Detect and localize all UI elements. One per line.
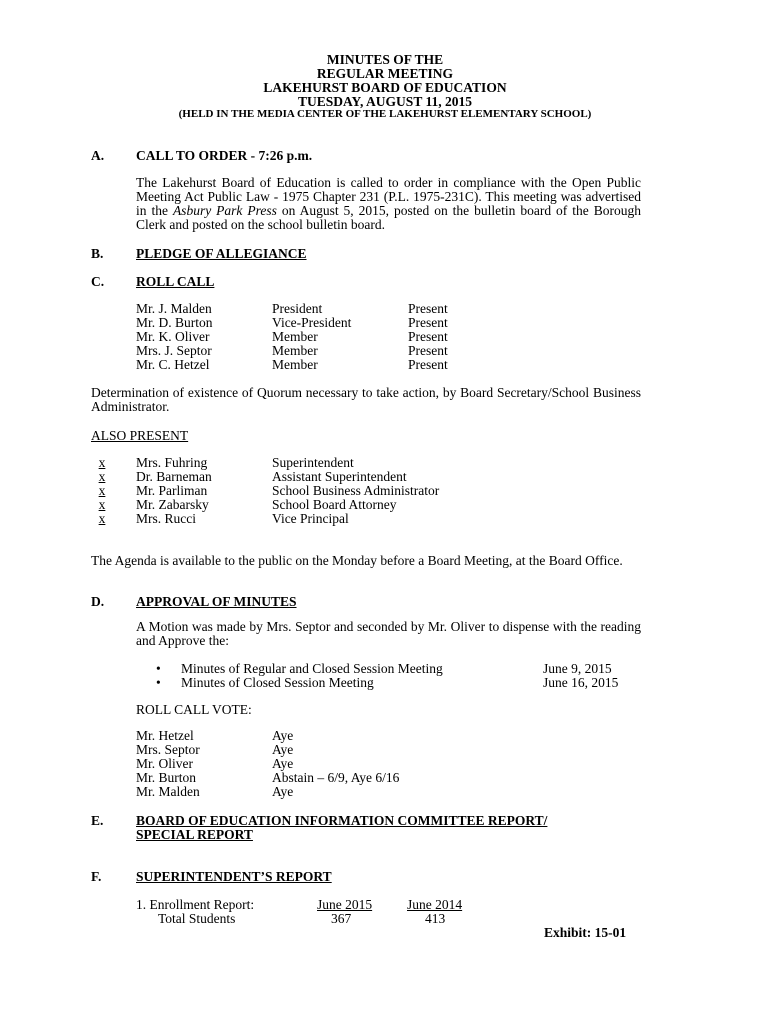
attendee-name: Mr. Parliman	[136, 483, 208, 498]
roll-status: Present	[408, 357, 448, 372]
vote-row	[136, 785, 436, 799]
roll-row	[136, 316, 466, 330]
vote-row	[136, 729, 436, 743]
roll-role: President	[272, 301, 323, 316]
total-students-2014: 413	[425, 911, 446, 926]
voter-name: Mr. Burton	[136, 770, 197, 785]
title-line-4: TUESDAY, AUGUST 11, 2015	[298, 94, 472, 109]
vote-row	[136, 757, 436, 771]
roll-row	[136, 302, 466, 316]
roll-status: Present	[408, 301, 448, 316]
voter-name: Mr. Hetzel	[136, 728, 194, 743]
call-to-order-paragraph: The Lakehurst Board of Education is called to order in compliance with the Open Public Meeting Act Public Law - 1975 Chapter 231 (P.L. 1975-231C). This meeting was advertised in the Asbury Park Press on August 5, 2015, posted on the bulletin board of the Borough Clerk and posted on the school bulletin board.	[136, 175, 641, 232]
quorum-paragraph: Determination of existence of Quorum necessary to take action, by Board Secretary/School Business Administrator.	[91, 385, 641, 414]
roll-name: Mr. D. Burton	[136, 315, 213, 330]
attendance-mark: x	[98, 455, 106, 470]
attendee-name: Dr. Barneman	[136, 469, 212, 484]
roll-role: Member	[272, 329, 318, 344]
attendance-mark: x	[98, 497, 106, 512]
section-f-title: SUPERINTENDENT’S REPORT	[136, 869, 332, 884]
attendee-role: School Business Administrator	[272, 483, 440, 498]
roll-call-table	[136, 302, 466, 372]
vote-value: Aye	[272, 756, 294, 771]
section-a-letter: A.	[91, 148, 105, 163]
also-present-row	[91, 470, 491, 484]
attendance-mark: x	[98, 483, 106, 498]
section-e-title-line-1: BOARD OF EDUCATION INFORMATION COMMITTEE REPORT/	[136, 813, 548, 828]
voter-name: Mr. Malden	[136, 784, 200, 799]
also-present-row	[91, 498, 491, 512]
roll-call-vote-label: ROLL CALL VOTE:	[136, 702, 252, 717]
attendee-role: Assistant Superintendent	[272, 469, 407, 484]
vote-row	[136, 771, 436, 785]
enrollment-col-2014: June 2014	[407, 897, 463, 912]
roll-name: Mr. C. Hetzel	[136, 357, 210, 372]
also-present-row	[91, 484, 491, 498]
section-c-title: ROLL CALL	[136, 274, 215, 289]
roll-name: Mrs. J. Septor	[136, 343, 212, 358]
attendee-role: Vice Principal	[272, 511, 349, 526]
attendee-role: School Board Attorney	[272, 497, 397, 512]
list-item	[156, 676, 636, 690]
title-line-2: REGULAR MEETING	[316, 66, 454, 81]
attendee-name: Mrs. Rucci	[136, 511, 196, 526]
roll-status: Present	[408, 315, 448, 330]
minutes-item-date: June 16, 2015	[543, 675, 619, 690]
section-b-title: PLEDGE OF ALLEGIANCE	[136, 246, 307, 261]
also-present-table	[91, 456, 491, 526]
also-present-row	[91, 456, 491, 470]
attendee-role: Superintendent	[272, 455, 354, 470]
roll-name: Mr. J. Malden	[136, 301, 212, 316]
list-item	[156, 662, 636, 676]
roll-name: Mr. K. Oliver	[136, 329, 210, 344]
attendee-name: Mrs. Fuhring	[136, 455, 208, 470]
section-d-title: APPROVAL OF MINUTES	[136, 594, 297, 609]
vote-value: Aye	[272, 784, 294, 799]
title-line-1: MINUTES OF THE	[326, 52, 444, 67]
minutes-item-date: June 9, 2015	[543, 661, 612, 676]
section-f-letter: F.	[91, 869, 102, 884]
section-b-letter: B.	[91, 246, 104, 261]
attendee-name: Mr. Zabarsky	[136, 497, 209, 512]
minutes-item-text: Minutes of Regular and Closed Session Meeting	[181, 661, 443, 676]
roll-role: Vice-President	[272, 315, 352, 330]
section-e-title-line-2: SPECIAL REPORT	[136, 827, 253, 842]
vote-table	[136, 729, 436, 799]
vote-value: Aye	[272, 742, 294, 757]
title-line-3: LAKEHURST BOARD OF EDUCATION	[263, 80, 507, 95]
roll-role: Member	[272, 357, 318, 372]
roll-row	[136, 344, 466, 358]
roll-status: Present	[408, 329, 448, 344]
roll-row	[136, 330, 466, 344]
section-e-letter: E.	[91, 813, 104, 828]
vote-value: Aye	[272, 728, 294, 743]
roll-row	[136, 358, 466, 372]
enrollment-col-2015: June 2015	[317, 897, 373, 912]
total-students-label: Total Students	[158, 911, 236, 926]
agenda-paragraph: The Agenda is available to the public on the Monday before a Board Meeting, at the Board Office.	[91, 553, 623, 568]
roll-status: Present	[408, 343, 448, 358]
exhibit-label: Exhibit: 15-01	[544, 925, 627, 940]
bullet-icon: •	[156, 661, 161, 676]
attendance-mark: x	[98, 511, 106, 526]
enrollment-label: 1. Enrollment Report:	[136, 897, 255, 912]
bullet-icon: •	[156, 675, 161, 690]
vote-row	[136, 743, 436, 757]
voter-name: Mrs. Septor	[136, 742, 200, 757]
vote-value: Abstain – 6/9, Aye 6/16	[272, 770, 400, 785]
total-students-2015: 367	[331, 911, 352, 926]
minutes-item-text: Minutes of Closed Session Meeting	[181, 675, 374, 690]
roll-role: Member	[272, 343, 318, 358]
title-line-5: (HELD IN THE MEDIA CENTER OF THE LAKEHURST ELEMENTARY SCHOOL)	[178, 108, 592, 120]
also-present-row	[91, 512, 491, 526]
section-c-letter: C.	[91, 274, 105, 289]
section-d-letter: D.	[91, 594, 105, 609]
motion-paragraph: A Motion was made by Mrs. Septor and seconded by Mr. Oliver to dispense with the reading and Approve the:	[136, 619, 641, 648]
attendance-mark: x	[98, 469, 106, 484]
section-a-title: CALL TO ORDER - 7:26 p.m.	[136, 148, 313, 163]
minutes-list	[156, 662, 636, 690]
voter-name: Mr. Oliver	[136, 756, 193, 771]
also-present-label: ALSO PRESENT	[91, 428, 189, 443]
